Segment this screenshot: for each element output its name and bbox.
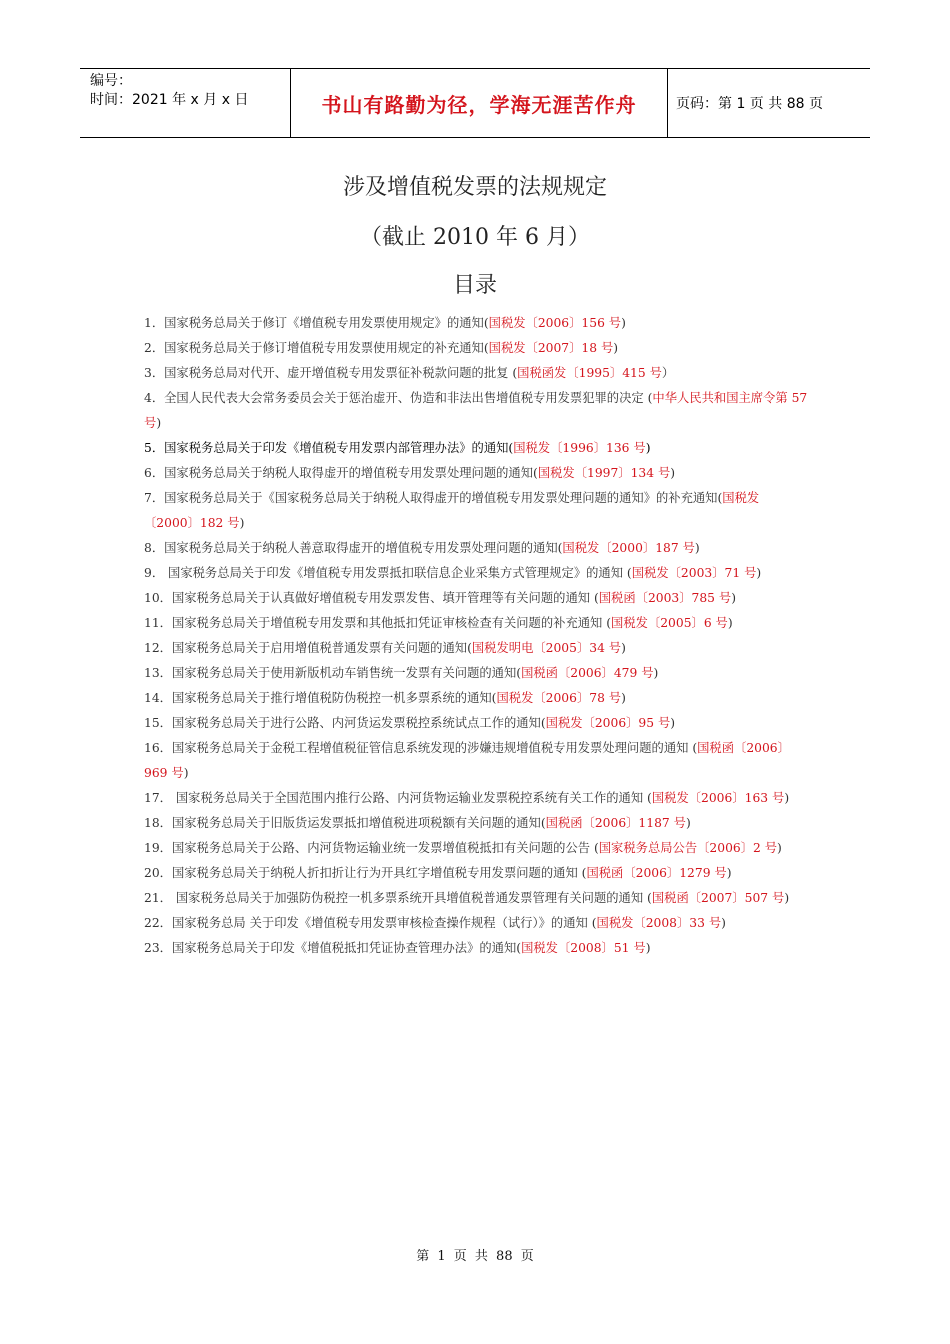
toc-item-close: ) — [156, 416, 162, 430]
toc-item-reference[interactable]: 国税发〔1997〕134 号 — [537, 466, 671, 480]
toc-item[interactable] — [144, 836, 808, 861]
toc-item-text: 10．国家税务总局关于认真做好增值税专用发票发售、填开管理等有关问题的通知 ( — [144, 591, 599, 605]
toc-item-text: 3．国家税务总局对代开、虚开增值税专用发票征补税款问题的批复 ( — [144, 366, 518, 380]
toc-item[interactable] — [144, 811, 808, 836]
toc-item[interactable] — [144, 386, 808, 436]
toc-item[interactable] — [144, 936, 808, 961]
toc-item-text: 5．国家税务总局关于印发《增值税专用发票内部管理办法》的通知( — [144, 441, 514, 455]
toc-item-reference[interactable]: 国税发〔2006〕78 号 — [496, 691, 622, 705]
toc-item[interactable] — [144, 636, 808, 661]
toc-item-text: 2．国家税务总局关于修订增值税专用发票使用规定的补充通知( — [144, 341, 489, 355]
toc-item-close: ) — [670, 466, 676, 480]
toc-item-text: 12．国家税务总局关于启用增值税普通发票有关问题的通知( — [144, 641, 472, 655]
toc-item-close: ) — [721, 916, 726, 930]
toc-item-reference[interactable]: 国税函〔2006〕1279 号 — [586, 866, 727, 880]
toc-item-close: ) — [621, 691, 626, 705]
toc-item-close: ) — [777, 841, 782, 855]
toc-item-close: ） — [661, 366, 675, 380]
toc-item-text: 18．国家税务总局关于旧版货运发票抵扣增值税进项税额有关问题的通知( — [144, 816, 546, 830]
document-title: 涉及增值税发票的法规规定 — [342, 175, 607, 200]
toc-item[interactable] — [144, 486, 808, 536]
header-page-info: 页码：第 1 页 共 88 页 — [676, 96, 823, 112]
toc-item-close: ) — [670, 716, 676, 730]
toc-item-reference[interactable]: 国税函〔2006〕479 号 — [521, 666, 654, 680]
toc-item-text: 21． 国家税务总局关于加强防伪税控一机多票系统开具增值税普通发票管理有关问题的通知 ( — [144, 891, 652, 905]
toc-item-text: 22．国家税务总局 关于印发《增值税专用发票审核检查操作规程（试行）》的通知 ( — [144, 916, 597, 930]
toc-item-close: ) — [621, 316, 626, 330]
toc-item-reference[interactable]: 国税发〔2000〕187 号 — [562, 541, 695, 555]
toc-item-reference[interactable]: 国家税务总局公告〔2006〕2 号 — [598, 841, 778, 855]
toc-item-reference[interactable]: 国税发〔2008〕33 号 — [596, 916, 722, 930]
toc-item-reference[interactable]: 国税发〔2006〕163 号 — [651, 791, 785, 805]
toc-item[interactable] — [144, 536, 808, 561]
toc-item-text: 23．国家税务总局关于印发《增值税抵扣凭证协查管理办法》的通知( — [144, 941, 522, 955]
toc-item-text: 11．国家税务总局关于增值税专用发票和其他抵扣凭证审核检查有关问题的补充通知 ( — [144, 616, 612, 630]
toc-item[interactable] — [144, 461, 808, 486]
toc-item-close: ) — [756, 566, 762, 580]
toc-item[interactable] — [144, 436, 808, 461]
toc-item-reference[interactable]: 国税发〔2007〕18 号 — [488, 341, 614, 355]
toc-item-text: 6．国家税务总局关于纳税人取得虚开的增值税专用发票处理问题的通知( — [144, 466, 538, 480]
header-meta — [80, 69, 291, 137]
toc-item[interactable] — [144, 661, 808, 686]
toc-item-text: 8．国家税务总局关于纳税人善意取得虚开的增值税专用发票处理问题的通知( — [144, 541, 563, 555]
toc-item-reference[interactable]: 国税发〔2005〕6 号 — [611, 616, 728, 630]
toc-item-text: 13．国家税务总局关于使用新版机动车销售统一发票有关问题的通知( — [144, 666, 522, 680]
toc-item-text: 14．国家税务总局关于推行增值税防伪税控一机多票系统的通知( — [144, 691, 497, 705]
page-footer: 第 1 页 共 88 页 — [416, 1249, 534, 1264]
toc-item-close: ) — [183, 766, 189, 780]
toc-item[interactable] — [144, 861, 808, 886]
toc-item-close: ) — [726, 866, 732, 880]
toc-item-close: ) — [784, 891, 790, 905]
toc-item-close: ) — [727, 616, 733, 630]
toc-item-reference[interactable]: 国税函〔2003〕785 号 — [598, 591, 732, 605]
toc-item-close: ) — [645, 941, 651, 955]
toc-item[interactable] — [144, 311, 808, 336]
toc-item-reference[interactable]: 国税发〔1996〕136 号 — [513, 441, 646, 455]
toc-item[interactable] — [144, 561, 808, 586]
toc-item[interactable] — [144, 886, 808, 911]
toc-item[interactable] — [144, 911, 808, 936]
toc-item-text: 9． 国家税务总局关于印发《增值税专用发票抵扣联信息企业采集方式管理规定》的通知 ( — [144, 566, 632, 580]
toc-item-reference[interactable]: 国税函〔2007〕507 号 — [651, 891, 785, 905]
toc-item-close: ) — [621, 641, 626, 655]
toc-item-reference[interactable]: 国税发〔2006〕156 号 — [488, 316, 622, 330]
toc-item-reference[interactable]: 国税函〔2006〕969 号 — [144, 741, 790, 780]
toc-item-close: ) — [784, 791, 790, 805]
toc-item[interactable] — [144, 686, 808, 711]
toc-item-close: ) — [613, 341, 619, 355]
toc-item-reference[interactable]: 中华人民共和国主席令第 57 号 — [144, 391, 808, 430]
toc-item-text: 16．国家税务总局关于金税工程增值税征管信息系统发现的涉嫌违规增值税专用发票处理问题的通知 ( — [144, 741, 698, 755]
toc-item-close: ) — [731, 591, 737, 605]
table-of-contents — [144, 311, 808, 961]
toc-item-reference[interactable]: 国税发〔2000〕182 号 — [144, 491, 760, 530]
toc-item-reference[interactable]: 国税发明电〔2005〕34 号 — [471, 641, 622, 655]
toc-item[interactable] — [144, 336, 808, 361]
toc-item-close: ) — [685, 816, 691, 830]
toc-item-reference[interactable]: 国税函发〔1995〕415 号 — [517, 366, 662, 380]
toc-item-close: ) — [645, 441, 651, 455]
toc-item-close: ) — [653, 666, 659, 680]
header-motto: 书山有路勤为径，学海无涯苦作舟 — [291, 69, 668, 137]
document-subtitle: （截止 2010 年 6 月） — [360, 225, 590, 250]
toc-item-reference[interactable]: 国税函〔2006〕1187 号 — [545, 816, 686, 830]
toc-item-reference[interactable]: 国税发〔2006〕95 号 — [545, 716, 671, 730]
toc-heading: 目录 — [452, 273, 497, 298]
toc-item-reference[interactable]: 国税发〔2008〕51 号 — [521, 941, 646, 955]
toc-item[interactable] — [144, 736, 808, 786]
toc-item-text: 17． 国家税务总局关于全国范围内推行公路、内河货物运输业发票税控系统有关工作的通知 ( — [144, 791, 652, 805]
toc-item[interactable] — [144, 586, 808, 611]
toc-item[interactable] — [144, 361, 808, 386]
toc-item-text: 7．国家税务总局关于《国家税务总局关于纳税人取得虚开的增值税专用发票处理问题的通知》的补充通知( — [144, 491, 723, 505]
toc-item[interactable] — [144, 711, 808, 736]
toc-item-close: ) — [239, 516, 245, 530]
toc-item-text: 1．国家税务总局关于修订《增值税专用发票使用规定》的通知( — [144, 316, 489, 330]
toc-item-text: 19．国家税务总局关于公路、内河货物运输业统一发票增值税抵扣有关问题的公告 ( — [144, 841, 599, 855]
toc-item-close: ) — [694, 541, 700, 555]
toc-item-text: 4．全国人民代表大会常务委员会关于惩治虚开、伪造和非法出售增值税专用发票犯罪的决定 ( — [144, 391, 653, 405]
toc-item[interactable] — [144, 611, 808, 636]
toc-item-reference[interactable]: 国税发〔2003〕71 号 — [631, 566, 757, 580]
time-label: 时间：2021 年 x 月 x 日 — [90, 92, 249, 108]
toc-item-text: 15．国家税务总局关于进行公路、内河货运发票税控系统试点工作的通知( — [144, 716, 546, 730]
toc-item-text: 20．国家税务总局关于纳税人折扣折让行为开具红字增值税专用发票问题的通知 ( — [144, 866, 587, 880]
page-header — [80, 68, 870, 138]
toc-item[interactable] — [144, 786, 808, 811]
number-label: 编号： — [90, 73, 132, 89]
